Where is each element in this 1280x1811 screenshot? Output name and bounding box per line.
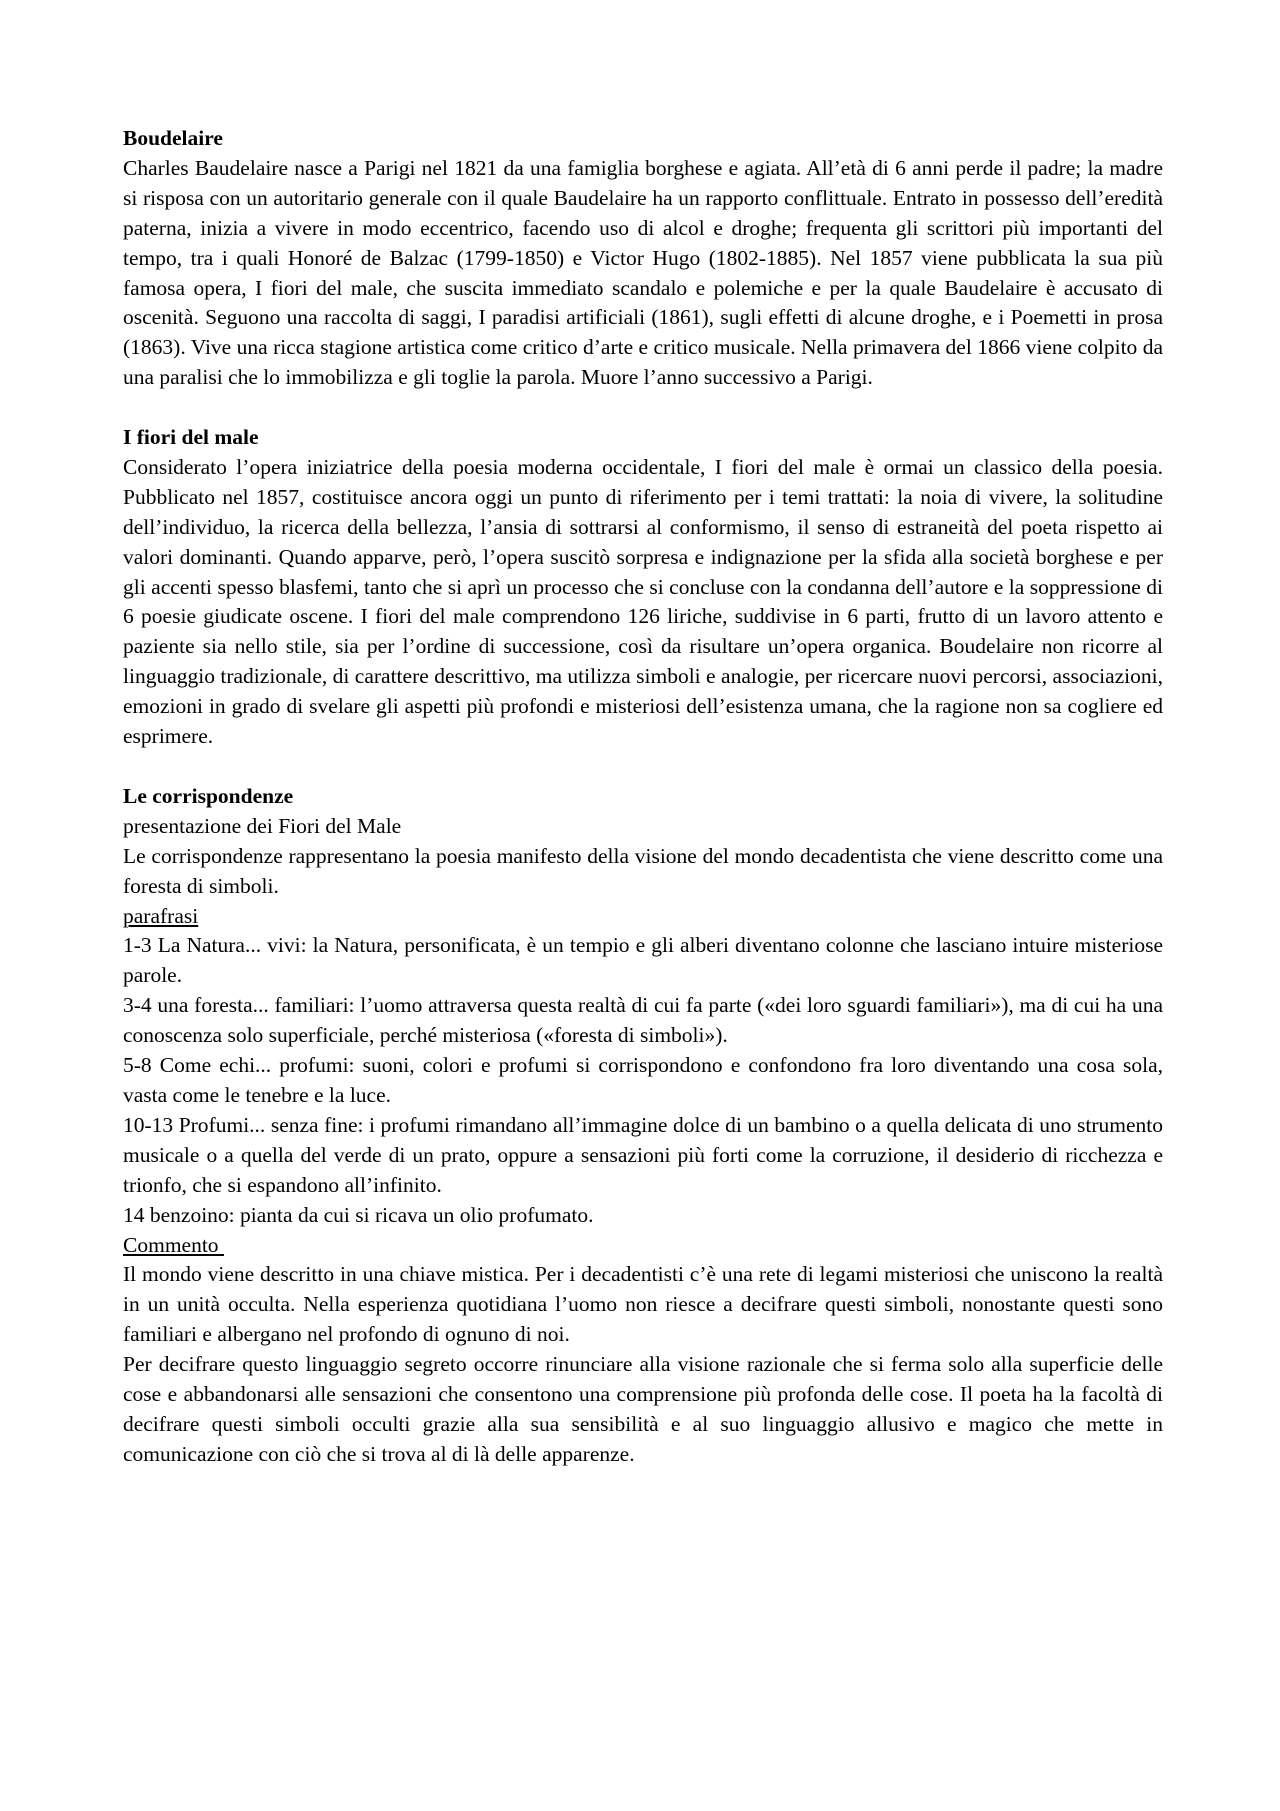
commento-paragraph: Il mondo viene descritto in una chiave mistica. Per i decadentisti c’è una rete di legami misteriosi che uniscono la realtà in un unità occulta. Nella esperienza quotidiana l’uomo non riesce a decifrare questi simboli, nonostante questi sono familiari e albergano nel profondo di ognuno di noi. xyxy=(123,1262,1163,1347)
section-title-corrispondenze: Le corrispondenze xyxy=(123,783,294,808)
parafrasi-item: 5-8 Come echi... profumi: suoni, colori e profumi si corrispondono e confondono fra loro diventando una cosa sola, vasta come le tenebre e la luce. xyxy=(123,1053,1163,1107)
section-title-boudelaire: Boudelaire xyxy=(123,126,223,150)
label-parafrasi: parafrasi xyxy=(123,903,199,928)
parafrasi-item: 3-4 una foresta... familiari: l’uomo attraversa questa realtà di cui fa parte («dei loro sguardi familiari»), ma di cui ha una conoscenza solo superficiale, perché misteriosa («foresta di simboli»). xyxy=(123,993,1163,1048)
spacer xyxy=(123,393,1163,423)
parafrasi-item: 14 benzoino: pianta da cui si ricava un olio profumato. xyxy=(123,1202,594,1227)
section-subtitle-corrispondenze: presentazione dei Fiori del Male xyxy=(123,813,402,838)
paragraph-biography: Charles Baudelaire nasce a Parigi nel 1821 da una famiglia borghese e agiata. All’età di 6 anni perde il padre; la madre si risposa con un autoritario generale con il quale Baudelaire ha un rapporto conflittuale. Entrato in possesso dell’eredità paterna, inizia a vivere in modo eccentrico, facendo uso di alcol e droghe; frequenta gli scrittori più importanti del tempo, tra i quali Honoré de Balzac (1799-1850) e Victor Hugo (1802-1885). Nel 1857 viene pubblicata la sua più famosa opera, I fiori del male, che suscita immediato scandalo e polemiche e per la quale Baudelaire è accusato di oscenità. Seguono una raccolta di saggi, I paradisi artificiali (1861), sugli effetti di alcune droghe, e i Poemetti in prosa (1863). Vive una ricca stagione artistica come critico d’arte e critico musicale. Nella primavera del 1866 viene colpito da una paralisi che lo immobilizza e gli toglie la parola. Muore l’anno successivo a Parigi. xyxy=(123,155,1163,390)
commento-paragraph: Per decifrare questo linguaggio segreto occorre rinunciare alla visione razionale che si ferma solo alla superficie delle cose e abbandonarsi alle sensazioni che consentono una comprensione più profonda delle cose. Il poeta ha la facoltà di decifrare questi simboli occulti grazie alla sua sensibilità e al suo linguaggio allusivo e magico che mette in comunicazione con ciò che si trova al di là delle apparenze. xyxy=(123,1352,1163,1466)
paragraph-fiori-del-male: Considerato l’opera iniziatrice della poesia moderna occidentale, I fiori del male è ormai un classico della poesia. Pubblicato nel 1857, costituisce ancora oggi un punto di riferimento per i temi trattati: la noia di vivere, la solitudine dell’individuo, la ricerca della bellezza, l’ansia di sottrarsi al conformismo, il senso di estraneità del poeta rispetto ai valori dominanti. Quando apparve, però, l’opera suscitò sorpresa e indignazione per la sfida alla società borghese e per gli accenti spesso blasfemi, tanto che si aprì un processo che si concluse con la condanna dell’autore e la soppressione di 6 poesie giudicate oscene. I fiori del male comprendono 126 liriche, suddivise in 6 parti, frutto di un lavoro attento e paziente sia nello stile, sia per l’ordine di successione, così da risultare un’opera organica. Boudelaire non ricorre al linguaggio tradizionale, di carattere descrittivo, ma utilizza simboli e analogie, per ricercare nuovi percorsi, associazioni, emozioni in grado di svelare gli aspetti più profondi e misteriosi dell’esistenza umana, che la ragione non sa cogliere ed esprimere. xyxy=(123,454,1163,749)
spacer xyxy=(123,752,1163,782)
document-page xyxy=(123,124,1163,1470)
paragraph-corrispondenze-intro: Le corrispondenze rappresentano la poesia manifesto della visione del mondo decadentista che viene descritto come una foresta di simboli. xyxy=(123,843,1163,898)
label-commento: Commento xyxy=(123,1232,224,1257)
parafrasi-item: 1-3 La Natura... vivi: la Natura, personificata, è un tempio e gli alberi diventano colonne che lasciano intuire misteriose parole. xyxy=(123,933,1163,988)
section-title-fiori-del-male: I fiori del male xyxy=(123,425,259,450)
parafrasi-item: 10-13 Profumi... senza fine: i profumi rimandano all’immagine dolce di un bambino o a quella delicata di uno strumento musicale o a quella del verde di un prato, oppure a sensazioni più forti come la corruzione, il desiderio di ricchezza e trionfo, che si espandono all’infinito. xyxy=(123,1112,1163,1197)
